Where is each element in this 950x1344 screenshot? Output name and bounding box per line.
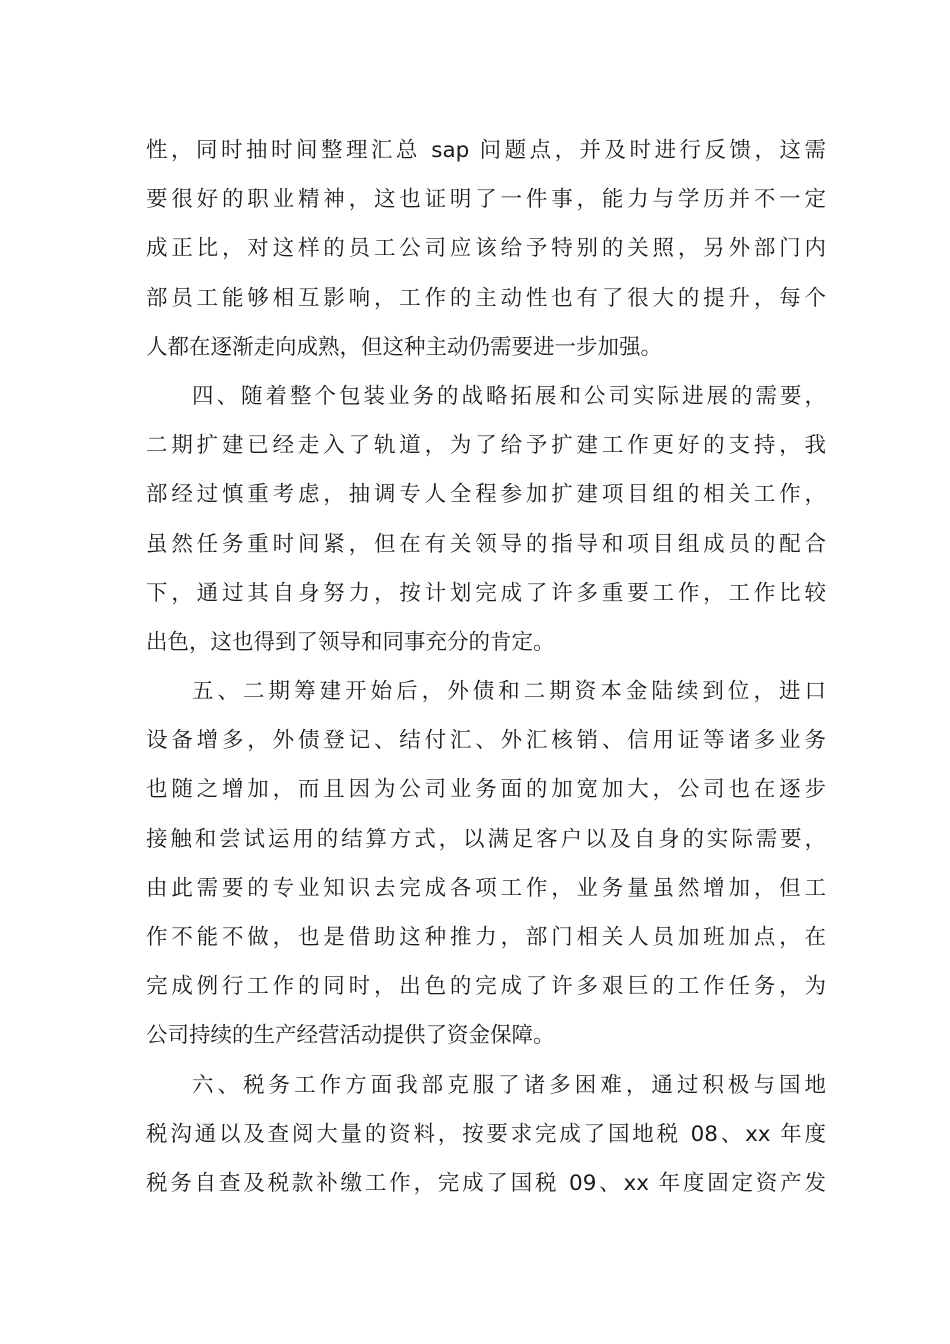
text-line: 性，同时抽时间整理汇总 sap 问题点，并及时进行反馈，这需 — [146, 138, 826, 163]
text-line: 六、税务工作方面我部克服了诸多困难，通过积极与国地 — [192, 1072, 826, 1098]
text-line: 要很好的职业精神，这也证明了一件事，能力与学历并不一定 — [146, 187, 826, 213]
text-line: 公司持续的生产经营活动提供了资金保障。 — [146, 1023, 555, 1049]
text-line: 税务自查及税款补缴工作，完成了国税 09、xx 年度固定资产发 — [146, 1170, 826, 1196]
text-line: 成正比，对这样的员工公司应该给予特别的关照，另外部门内 — [146, 236, 826, 262]
text-line: 部员工能够相互影响，工作的主动性也有了很大的提升，每个 — [146, 285, 826, 311]
text-line: 四、随着整个包装业务的战略拓展和公司实际进展的需要， — [192, 383, 826, 409]
text-line: 完成例行工作的同时，出色的完成了许多艰巨的工作任务，为 — [146, 974, 826, 1000]
text-line: 出色，这也得到了领导和同事充分的肯定。 — [146, 629, 555, 655]
text-line: 部经过慎重考虑，抽调专人全程参加扩建项目组的相关工作， — [146, 482, 826, 508]
text-line: 税沟通以及查阅大量的资料，按要求完成了国地税 08、xx 年度 — [146, 1121, 826, 1147]
text-line: 二期扩建已经走入了轨道，为了给予扩建工作更好的支持，我 — [146, 433, 826, 459]
text-line: 也随之增加，而且因为公司业务面的加宽加大，公司也在逐步 — [146, 777, 826, 803]
text-line: 由此需要的专业知识去完成各项工作，业务量虽然增加，但工 — [146, 875, 826, 901]
text-line: 设备增多，外债登记、结付汇、外汇核销、信用证等诸多业务 — [146, 728, 826, 754]
text-line: 人都在逐渐走向成熟，但这种主动仍需要进一步加强。 — [146, 334, 663, 360]
text-line: 下，通过其自身努力，按计划完成了许多重要工作，工作比较 — [146, 580, 826, 606]
text-line: 五、二期筹建开始后，外债和二期资本金陆续到位，进口 — [192, 679, 826, 705]
text-line: 作不能不做，也是借助这种推力，部门相关人员加班加点，在 — [146, 925, 826, 950]
text-line: 虽然任务重时间紧，但在有关领导的指导和项目组成员的配合 — [146, 531, 826, 557]
text-line: 接触和尝试运用的结算方式，以满足客户以及自身的实际需要， — [146, 826, 826, 852]
document-body — [146, 126, 826, 1208]
